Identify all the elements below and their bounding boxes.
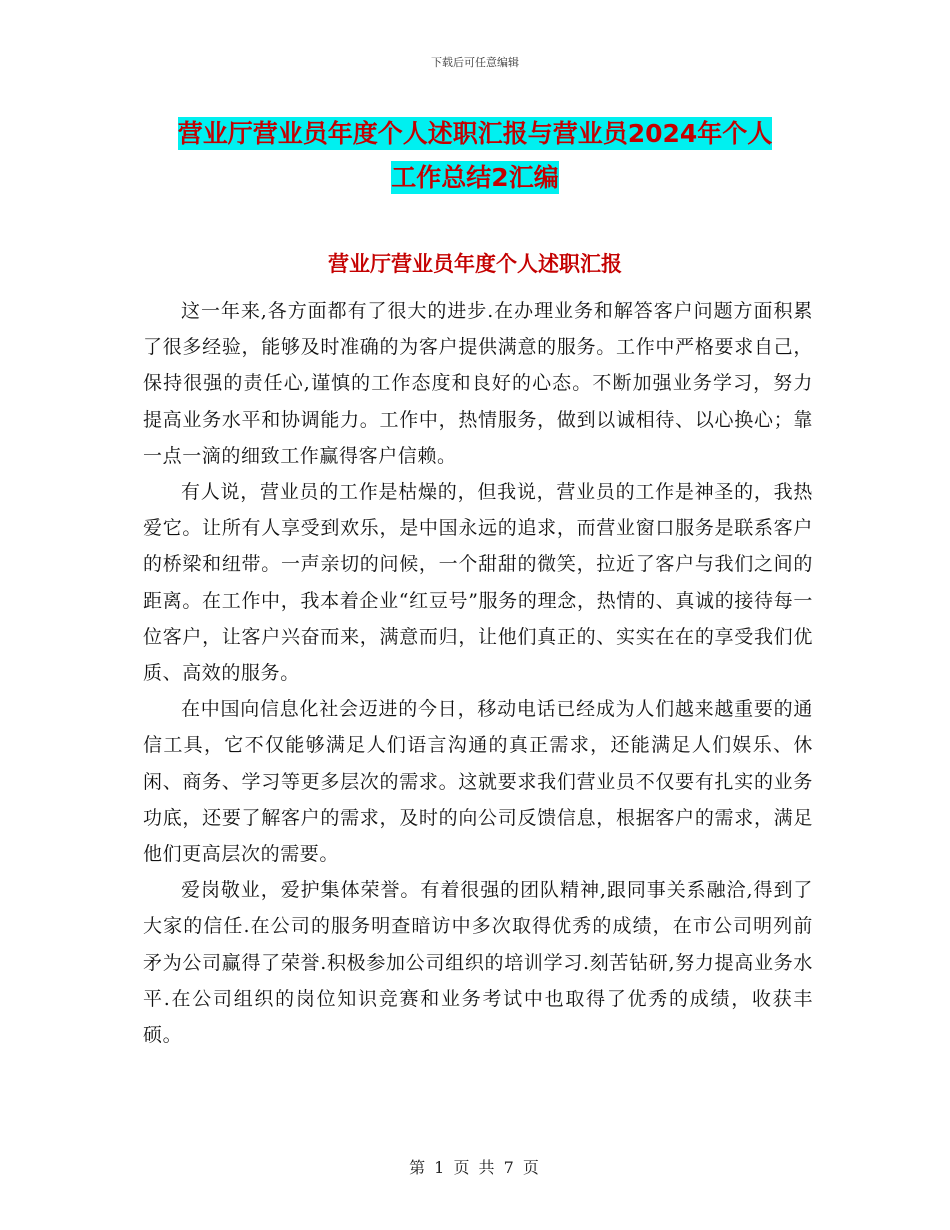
paragraph: 爱岗敬业，爱护集体荣誉。有着很强的团队精神,跟同事关系融洽,得到了大家的信任.在公司的服务明查暗访中多次取得优秀的成绩，在市公司明列前矛为公司赢得了荣誉.积极参加公司组织的培训学习.刻苦钻研,努力提高业务水平.在公司组织的岗位知识竞赛和业务考试中也取得了优秀的成绩，收获丰硕。 — [143, 879, 813, 1047]
document-title — [0, 112, 950, 200]
paragraph: 有人说，营业员的工作是枯燥的，但我说，营业员的工作是神圣的，我热爱它。让所有人享受到欢乐，是中国永远的追求，而营业窗口服务是联系客户的桥梁和纽带。一声亲切的问候，一个甜甜的微笑，拉近了客户与我们之间的距离。在工作中，我本着企业“红豆号”服务的理念，热情的、真诚的接待每一位客户，让客户兴奋而来，满意而归，让他们真正的、实实在在的享受我们优质、高效的服务。 — [143, 481, 813, 685]
section-title: 营业厅营业员年度个人述职汇报 — [328, 252, 622, 276]
paragraph: 在中国向信息化社会迈进的今日，移动电话已经成为人们越来越重要的通信工具，它不仅能够满足人们语言沟通的真正需求，还能满足人们娱乐、休闲、商务、学习等更多层次的需求。这就要求我们营业员不仅要有扎实的业务功底，还要了解客户的需求，及时的向公司反馈信息，根据客户的需求，满足他们更高层次的需要。 — [143, 698, 813, 866]
title-line-1: 营业厅营业员年度个人述职汇报与营业员2024年个人 — [177, 119, 773, 148]
body-text — [143, 293, 813, 1053]
header-note: 下载后可任意编辑 — [431, 56, 519, 69]
title-line-2: 工作总结2汇编 — [391, 163, 559, 192]
page-footer: 第 1 页 共 7 页 — [409, 1158, 541, 1177]
paragraph: 这一年来,各方面都有了很大的进步.在办理业务和解答客户问题方面积累了很多经验，能够及时准确的为客户提供满意的服务。工作中严格要求自己，保持很强的责任心,谨慎的工作态度和良好的心态。不断加强业务学习，努力提高业务水平和协调能力。工作中，热情服务，做到以诚相待、以心换心；靠一点一滴的细致工作赢得客户信赖。 — [143, 300, 813, 467]
